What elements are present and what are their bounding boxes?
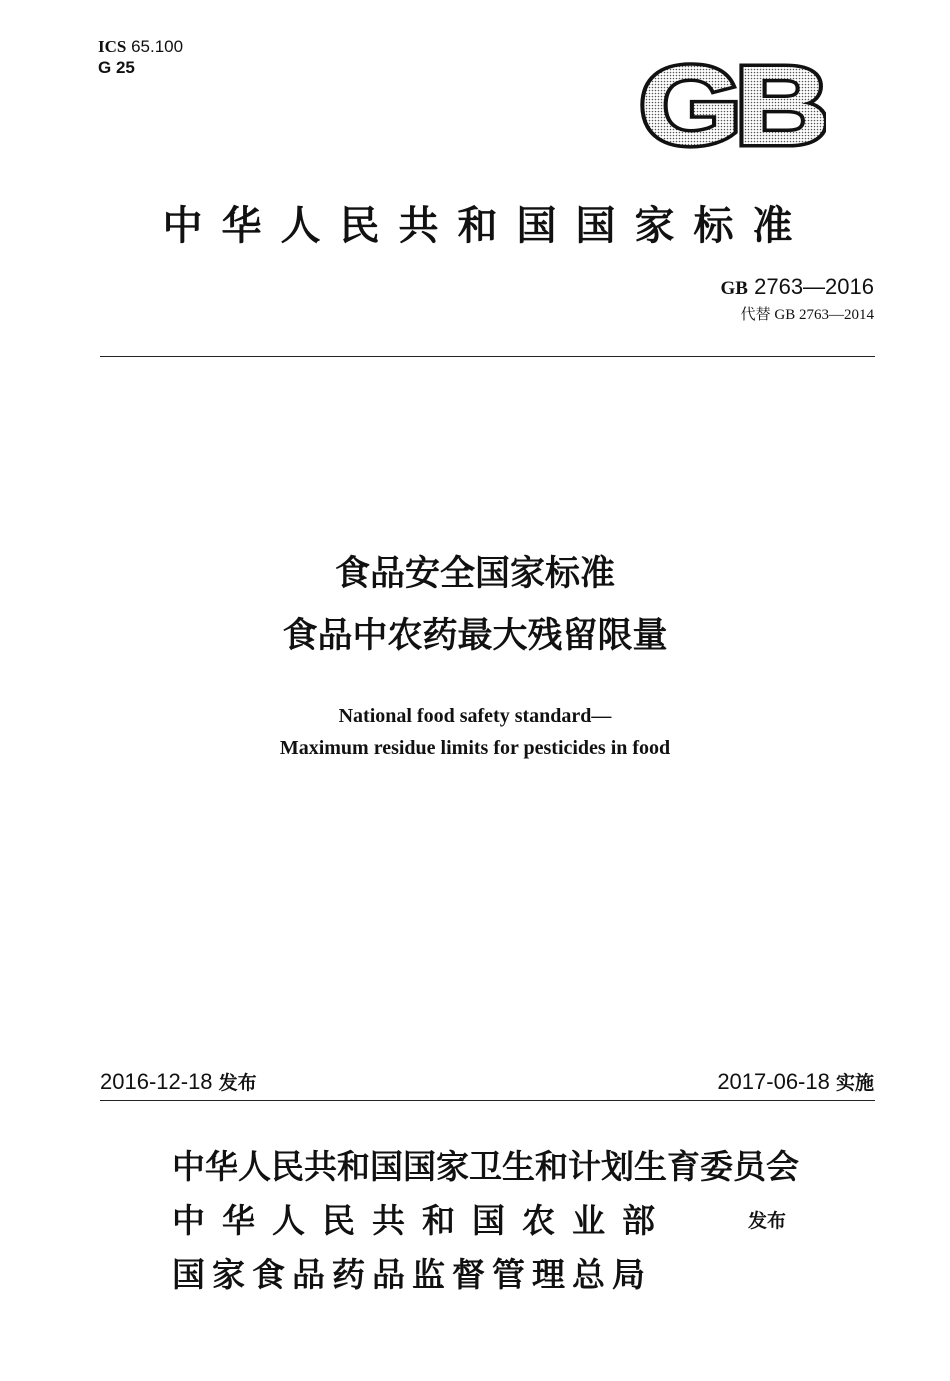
issuing-authorities (172, 1140, 799, 1302)
implementation-date: 2017-06-18 实施 (717, 1069, 874, 1094)
title-en (0, 700, 950, 764)
title-en-line1: National food safety standard— (338, 705, 612, 727)
standard-number-block (721, 274, 874, 324)
title-cn-line2: 食品中农药最大残留限量 (282, 616, 668, 656)
issuer-food-drug-administration: 国家食品药品监督管理总局 (172, 1255, 652, 1294)
country-standard-title: 中华人民共和国国家标准 (162, 202, 812, 249)
issuer-health-commission: 中华人民共和国国家卫生和计划生育委员会 (172, 1147, 799, 1186)
issuer-ministry-agriculture: 中华人民共和国农业部 (172, 1201, 672, 1240)
issue-word: 发布 (748, 1210, 787, 1232)
footer-divider (100, 1100, 875, 1101)
title-cn-line1: 食品安全国家标准 (334, 554, 615, 594)
issue-date: 2016-12-18 发布 (100, 1069, 257, 1094)
classification-codes (98, 36, 183, 78)
gb-logo-text: GB (639, 56, 825, 152)
ics-code: ICS 65.100 (98, 37, 184, 56)
ccs-code: G 25 (98, 58, 135, 77)
standard-number: GB 2763—2016 (720, 274, 874, 299)
replaced-standard: 代替 GB 2763—2014 (740, 307, 874, 323)
title-en-line2: Maximum residue limits for pesticides in food (279, 737, 671, 759)
header-divider (100, 356, 875, 357)
gb-logo (636, 56, 826, 152)
